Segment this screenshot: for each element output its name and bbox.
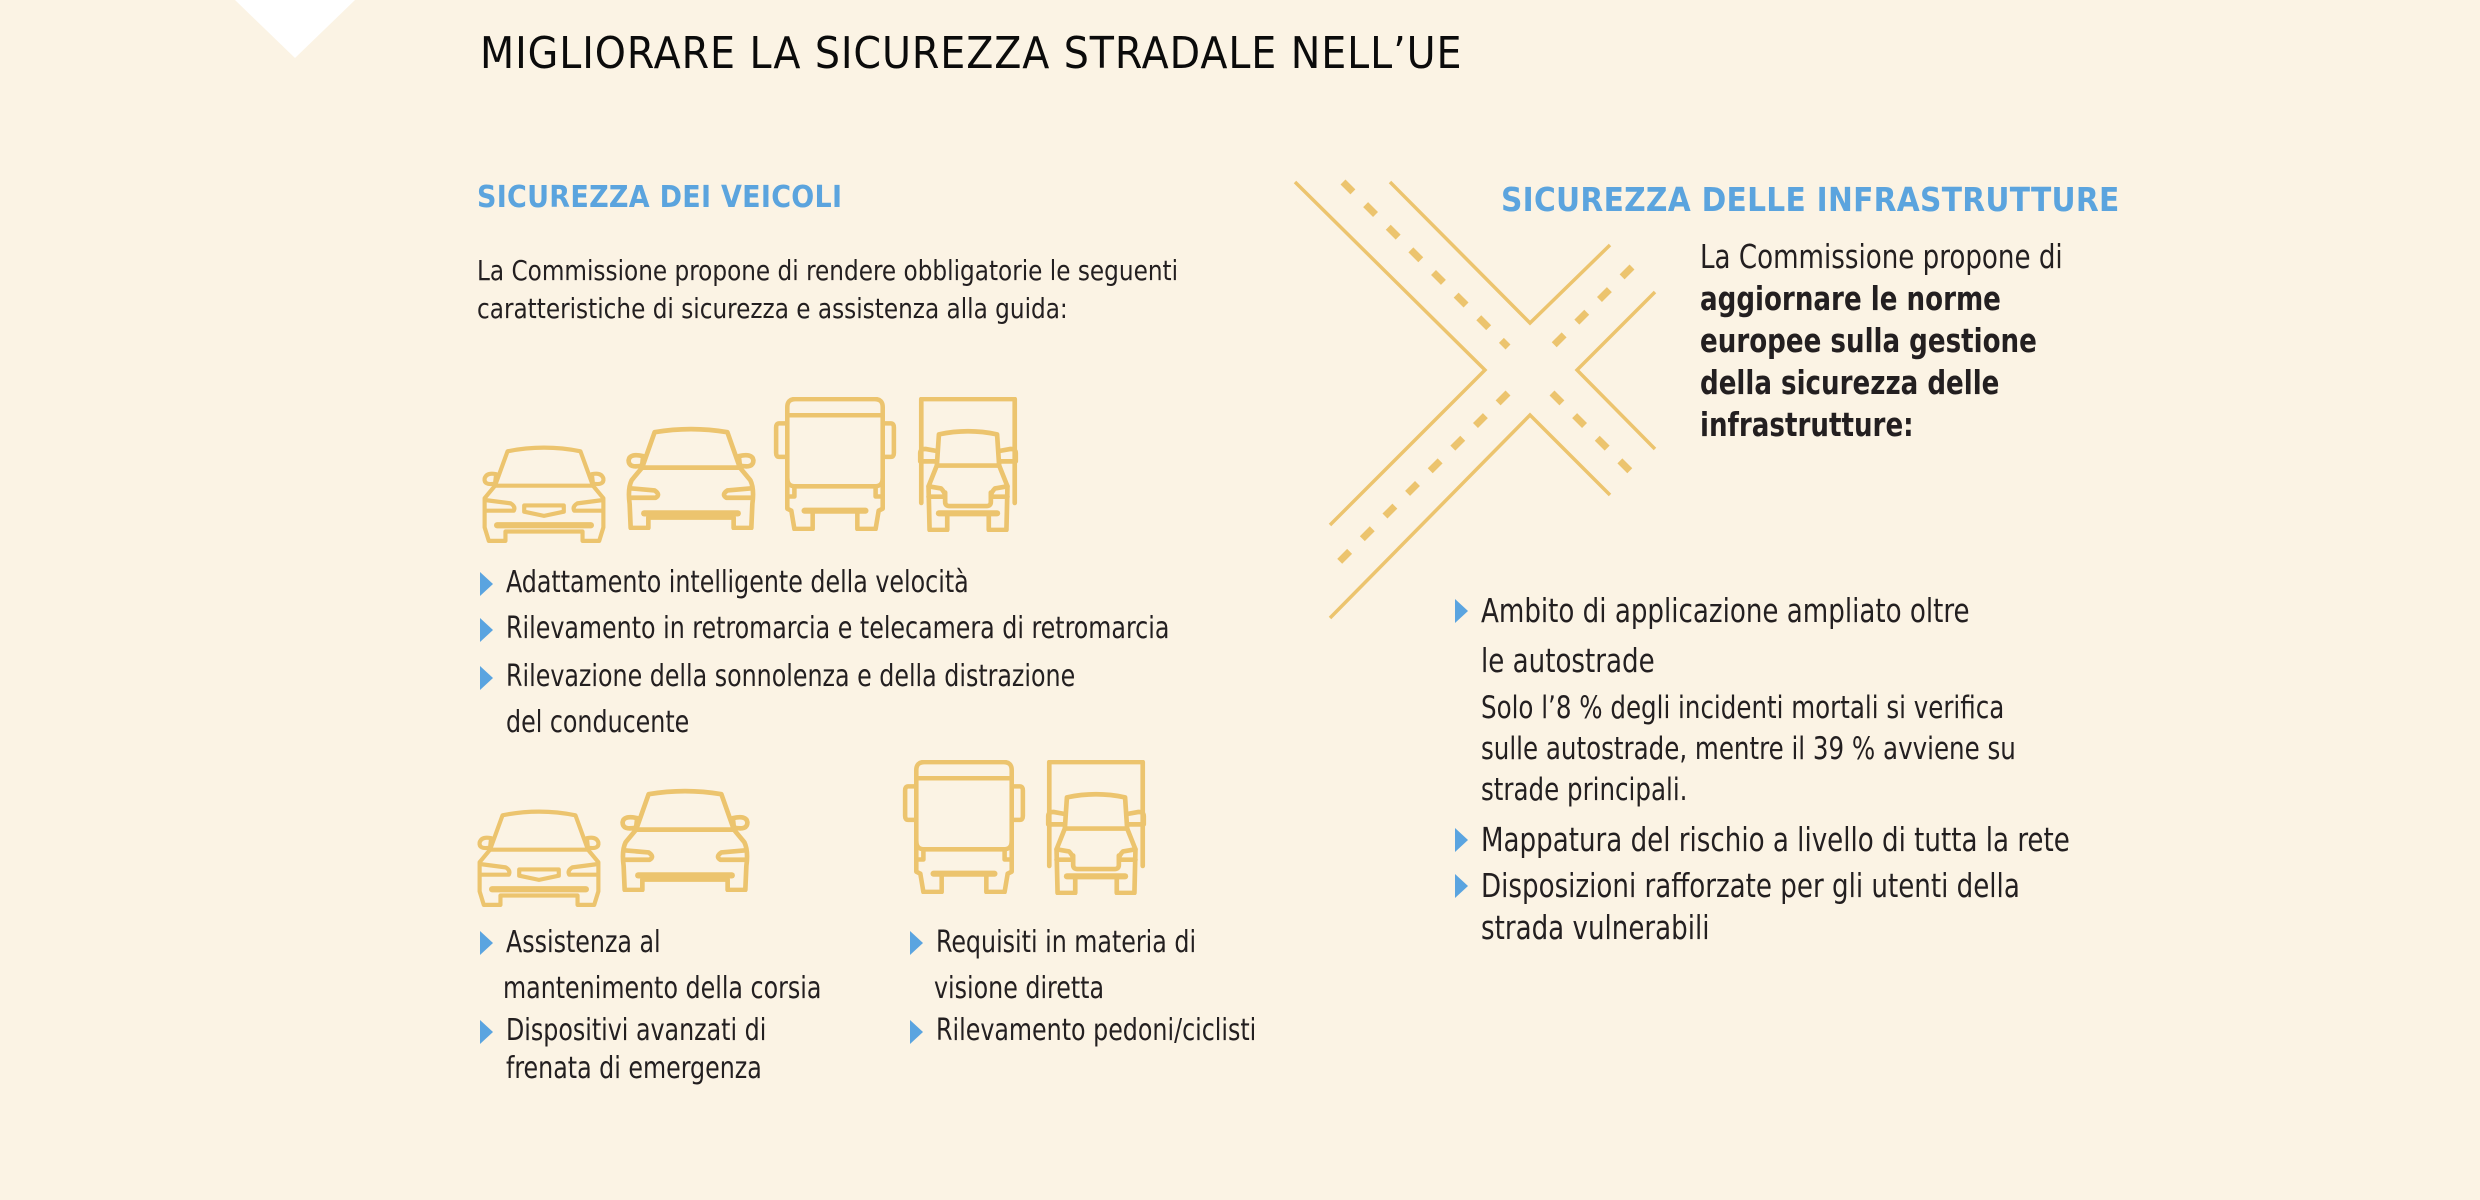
bullet-triangle-icon	[480, 666, 493, 690]
detail-line: sulle autostrade, mentre il 39 % avviene su	[1481, 731, 2016, 767]
list-item	[478, 608, 1260, 654]
car-hatchback-icon	[623, 426, 759, 530]
list-item-text: Adattamento intelligente della velocità	[506, 565, 969, 600]
bullet-triangle-icon	[480, 931, 493, 955]
list-item	[478, 920, 865, 1012]
list-item-text: Rilevamento pedoni/ciclisti	[936, 1013, 1257, 1048]
list-item	[478, 562, 1260, 608]
infrastructure-intro-line: La Commissione propone di	[1700, 237, 2063, 276]
list-item-text: Dispositivi avanzati di	[506, 1013, 767, 1048]
vehicles-intro-line: caratteristiche di sicurezza e assistenza alla guida:	[477, 292, 1068, 325]
bus-icon	[772, 397, 898, 531]
list-item-text: Rilevazione della sonnolenza e della distrazione	[506, 659, 1076, 694]
list-item-text: Requisiti in materia di	[936, 925, 1197, 960]
car-sedan-icon	[481, 444, 607, 544]
infrastructure-intro-bold-line: europee sulla gestione	[1700, 321, 2037, 360]
bullet-triangle-icon	[1455, 828, 1468, 852]
infrastructure-intro	[1700, 236, 2112, 446]
bullet-triangle-icon	[1455, 874, 1468, 898]
bullet-triangle-icon	[480, 572, 493, 596]
list-item-text: visione diretta	[934, 971, 1105, 1006]
list-item	[1453, 815, 2150, 865]
truck-icon	[1041, 760, 1151, 895]
list-item-text: mantenimento della corsia	[503, 971, 822, 1006]
vehicles-all-features-list	[478, 562, 1260, 746]
list-item-text: del conducente	[506, 705, 690, 740]
list-item	[478, 1012, 865, 1088]
infrastructure-intro-bold-line: aggiornare le norme	[1700, 279, 2001, 318]
bullet-triangle-icon	[480, 1020, 493, 1044]
list-item-text: Mappatura del rischio a livello di tutta la rete	[1481, 820, 2070, 859]
infrastructure-heading: SICUREZZA DELLE INFRASTRUTTURE	[1501, 180, 2120, 219]
vehicles-cars-features-list	[478, 920, 865, 1088]
list-item-text: Assistenza al	[506, 925, 661, 960]
bullet-triangle-icon	[1455, 599, 1468, 623]
bus-icon	[901, 760, 1027, 894]
list-item-detail	[1481, 688, 2150, 811]
list-item	[1453, 865, 2150, 949]
vehicles-intro	[477, 252, 1178, 328]
list-item-text: Disposizioni rafforzate per gli utenti della	[1481, 866, 2020, 905]
bullet-triangle-icon	[910, 1020, 923, 1044]
bullet-triangle-icon	[910, 931, 923, 955]
car-hatchback-icon	[617, 788, 753, 892]
car-sedan-icon	[476, 808, 602, 908]
list-item-text: strada vulnerabili	[1481, 908, 1710, 947]
list-item	[908, 1012, 1300, 1050]
list-item	[478, 654, 1260, 746]
infrastructure-intro-bold-line: della sicurezza delle	[1700, 363, 2000, 402]
list-item-text: Ambito di applicazione ampliato oltre	[1481, 591, 1970, 630]
vehicles-heading: SICUREZZA DEI VEICOLI	[477, 180, 843, 215]
page-title: MIGLIORARE LA SICUREZZA STRADALE NELL’UE	[480, 28, 1463, 79]
list-item-text: le autostrade	[1481, 641, 1655, 680]
road-intersection-icon	[1280, 160, 1700, 634]
list-item	[1453, 586, 2150, 811]
vehicles-heavy-features-list	[908, 920, 1300, 1050]
bullet-triangle-icon	[480, 618, 493, 642]
vehicles-intro-line: La Commissione propone di rendere obbligatorie le seguenti	[477, 254, 1179, 287]
corner-triangle-decoration	[235, 0, 355, 58]
infrastructure-intro-bold-line: infrastrutture:	[1700, 405, 1914, 444]
list-item-text: frenata di emergenza	[506, 1051, 762, 1086]
list-item-text: Rilevamento in retromarcia e telecamera di retromarcia	[506, 611, 1170, 646]
truck-icon	[913, 397, 1023, 532]
list-item	[908, 920, 1300, 1012]
detail-line: strade principali.	[1481, 772, 1688, 808]
infrastructure-measures-list	[1453, 586, 2150, 949]
detail-line: Solo l’8 % degli incidenti mortali si verifica	[1481, 690, 2005, 726]
